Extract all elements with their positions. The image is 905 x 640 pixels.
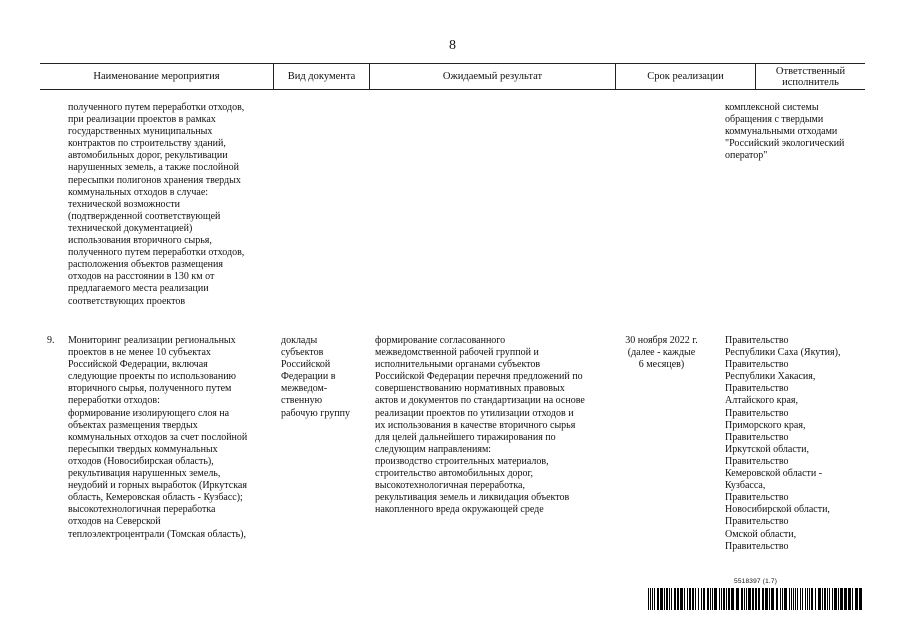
barcode-bar [840, 588, 843, 610]
barcode-bar [710, 588, 711, 610]
barcode-bar [671, 588, 672, 610]
barcode-bar [741, 588, 743, 610]
header-document: Вид документа [287, 71, 356, 82]
barcode-bar [712, 588, 713, 610]
barcode-bar [698, 588, 699, 610]
barcode-bar [780, 588, 781, 610]
barcode-bar [657, 588, 659, 610]
barcode-bar [776, 588, 778, 610]
barcode-bar [726, 588, 727, 610]
barcode-number: 5518397 (1.7) [734, 578, 778, 585]
continuation-responsible-text: комплексной системы обращения с твердыми коммунальными отходами "Российский экологический оператор" [725, 102, 845, 162]
barcode-bar [721, 588, 722, 610]
barcode-bar [855, 588, 858, 610]
barcode-bar [728, 588, 730, 610]
row-document-text: доклады субъектов Российской Федерации в межведом- ственную рабочую группу [281, 335, 350, 419]
barcode-bar [664, 588, 665, 610]
barcode-bar [852, 588, 853, 610]
barcode-bar [650, 588, 651, 610]
barcode-bar [805, 588, 806, 610]
barcode-bar [719, 588, 720, 610]
header-deadline: Срок реализации [647, 71, 724, 82]
header-result: Ожидаемый результат [442, 71, 543, 82]
barcode-bar [695, 588, 696, 610]
barcode-bar [666, 588, 668, 610]
barcode-bar [822, 588, 823, 610]
barcode-bar [654, 588, 655, 610]
barcode-bar [736, 588, 739, 610]
barcode-bar [714, 588, 717, 610]
barcode-bar [844, 588, 847, 610]
barcode-bar [684, 588, 685, 610]
barcode-bar [848, 588, 851, 610]
barcode-bar [859, 588, 862, 610]
barcode-bar [818, 588, 821, 610]
barcode-bar [789, 588, 790, 610]
barcode-bar [723, 588, 725, 610]
header-measure: Наименование мероприятия [93, 71, 220, 82]
row-result-text: формирование согласованного межведомственной рабочей группой и исполнительными органами субъектов Российской Федерации перечня предложений по совершенствованию нормативных правовых актов и документов по стандартизации на основе реализации проектов по утилизации отходов и их использования в качестве вторичного сырья для целей дальнейшего тиражирования по следующим направлениям: производство строительных материалов, строительство автомобильных дорог, высокотехнологичная переработка, рекультивация земель и ликвидация объектов накопленного вреда окружающей среде [375, 335, 585, 516]
barcode-bar [762, 588, 764, 610]
barcode-bar [755, 588, 757, 610]
barcode-bar [811, 588, 813, 610]
barcode-bar [771, 588, 774, 610]
barcode-bar [669, 588, 670, 610]
barcode-bar [746, 588, 747, 610]
barcode-bar [815, 588, 816, 610]
row-number: 9. [47, 335, 55, 346]
barcode-bar [795, 588, 796, 610]
barcode-bar [731, 588, 734, 610]
barcode-bar [784, 588, 787, 610]
barcode-bar [809, 588, 810, 610]
barcode-bar [807, 588, 808, 610]
barcode-bar [687, 588, 688, 610]
barcode-bar [677, 588, 679, 610]
row-deadline-text: 30 ноября 2022 г. (далее - каждые 6 месяцев) [625, 335, 698, 371]
barcode-bar [701, 588, 702, 610]
barcode-bar [680, 588, 683, 610]
barcode-bar [748, 588, 751, 610]
barcode-bar [832, 588, 833, 610]
row-responsible-text: Правительство Республики Саха (Якутия), Правительство Республики Хакасия, Правительство Алтайского края, Правительство Приморского края, Правительство Иркутской области, Правительство Кемеровской области - Кузбасса, Правительство Новосибирской области, Правительство Омской области, Правительство [725, 335, 841, 552]
barcode-bar [824, 588, 826, 610]
barcode-bar [793, 588, 794, 610]
table-header [40, 63, 865, 90]
page-number: 8 [449, 38, 456, 53]
barcode-bar [769, 588, 770, 610]
barcode-image [648, 588, 862, 610]
barcode-bar [797, 588, 798, 610]
barcode-bar [744, 588, 745, 610]
barcode-bar [782, 588, 783, 610]
header-responsible: Ответственный исполнитель [775, 65, 846, 88]
barcode-bar [800, 588, 801, 610]
barcode-bar [703, 588, 705, 610]
barcode-bar [648, 588, 649, 610]
barcode-bar [802, 588, 803, 610]
barcode-bar [652, 588, 653, 610]
barcode-bar [827, 588, 828, 610]
barcode-bar [692, 588, 694, 610]
barcode-bar [765, 588, 768, 610]
barcode-bar [660, 588, 663, 610]
barcode-bar [758, 588, 760, 610]
barcode-bar [838, 588, 839, 610]
barcode-bar [834, 588, 837, 610]
barcode-bar [791, 588, 792, 610]
barcode-bar [829, 588, 830, 610]
row-measure-text: Мониторинг реализации региональных проектов в не менее 10 субъектах Российской Федерации, включая следующие проекты по использованию вторичного сырья, полученного путем переработки отходов: формирование изолирующего слоя на объектах размещения твердых коммунальных отходов за счет послойной пересыпки твердых коммунальных отходов (Новосибирская область), рекультивация нарушенных земель, неудобий и горных выработок (Иркутская область, Кемеровская область - Кузбасс); высокотехнологичная переработка отходов на Северской теплоэлектроцентрали (Томская область), [68, 335, 248, 540]
barcode-bar [674, 588, 676, 610]
barcode-bar [752, 588, 754, 610]
barcode-bar [707, 588, 709, 610]
barcode-bar [689, 588, 691, 610]
continuation-measure-text: полученного путем переработки отходов, при реализации проектов в рамках государственных муниципальных контрактов по строительству зданий, автомобильных дорог, рекультивации нарушенных земель, а также послойной пересыпки полигонов хранения твердых коммунальных отходов в случае: технической возможности (подтвержденной соответствующей технической документацией) использования вторичного сырья, полученного путем переработки отходов, расположения объектов размещения отходов на расстоянии в 130 км от предлагаемого места реализации соответствующих проектов [68, 102, 245, 307]
